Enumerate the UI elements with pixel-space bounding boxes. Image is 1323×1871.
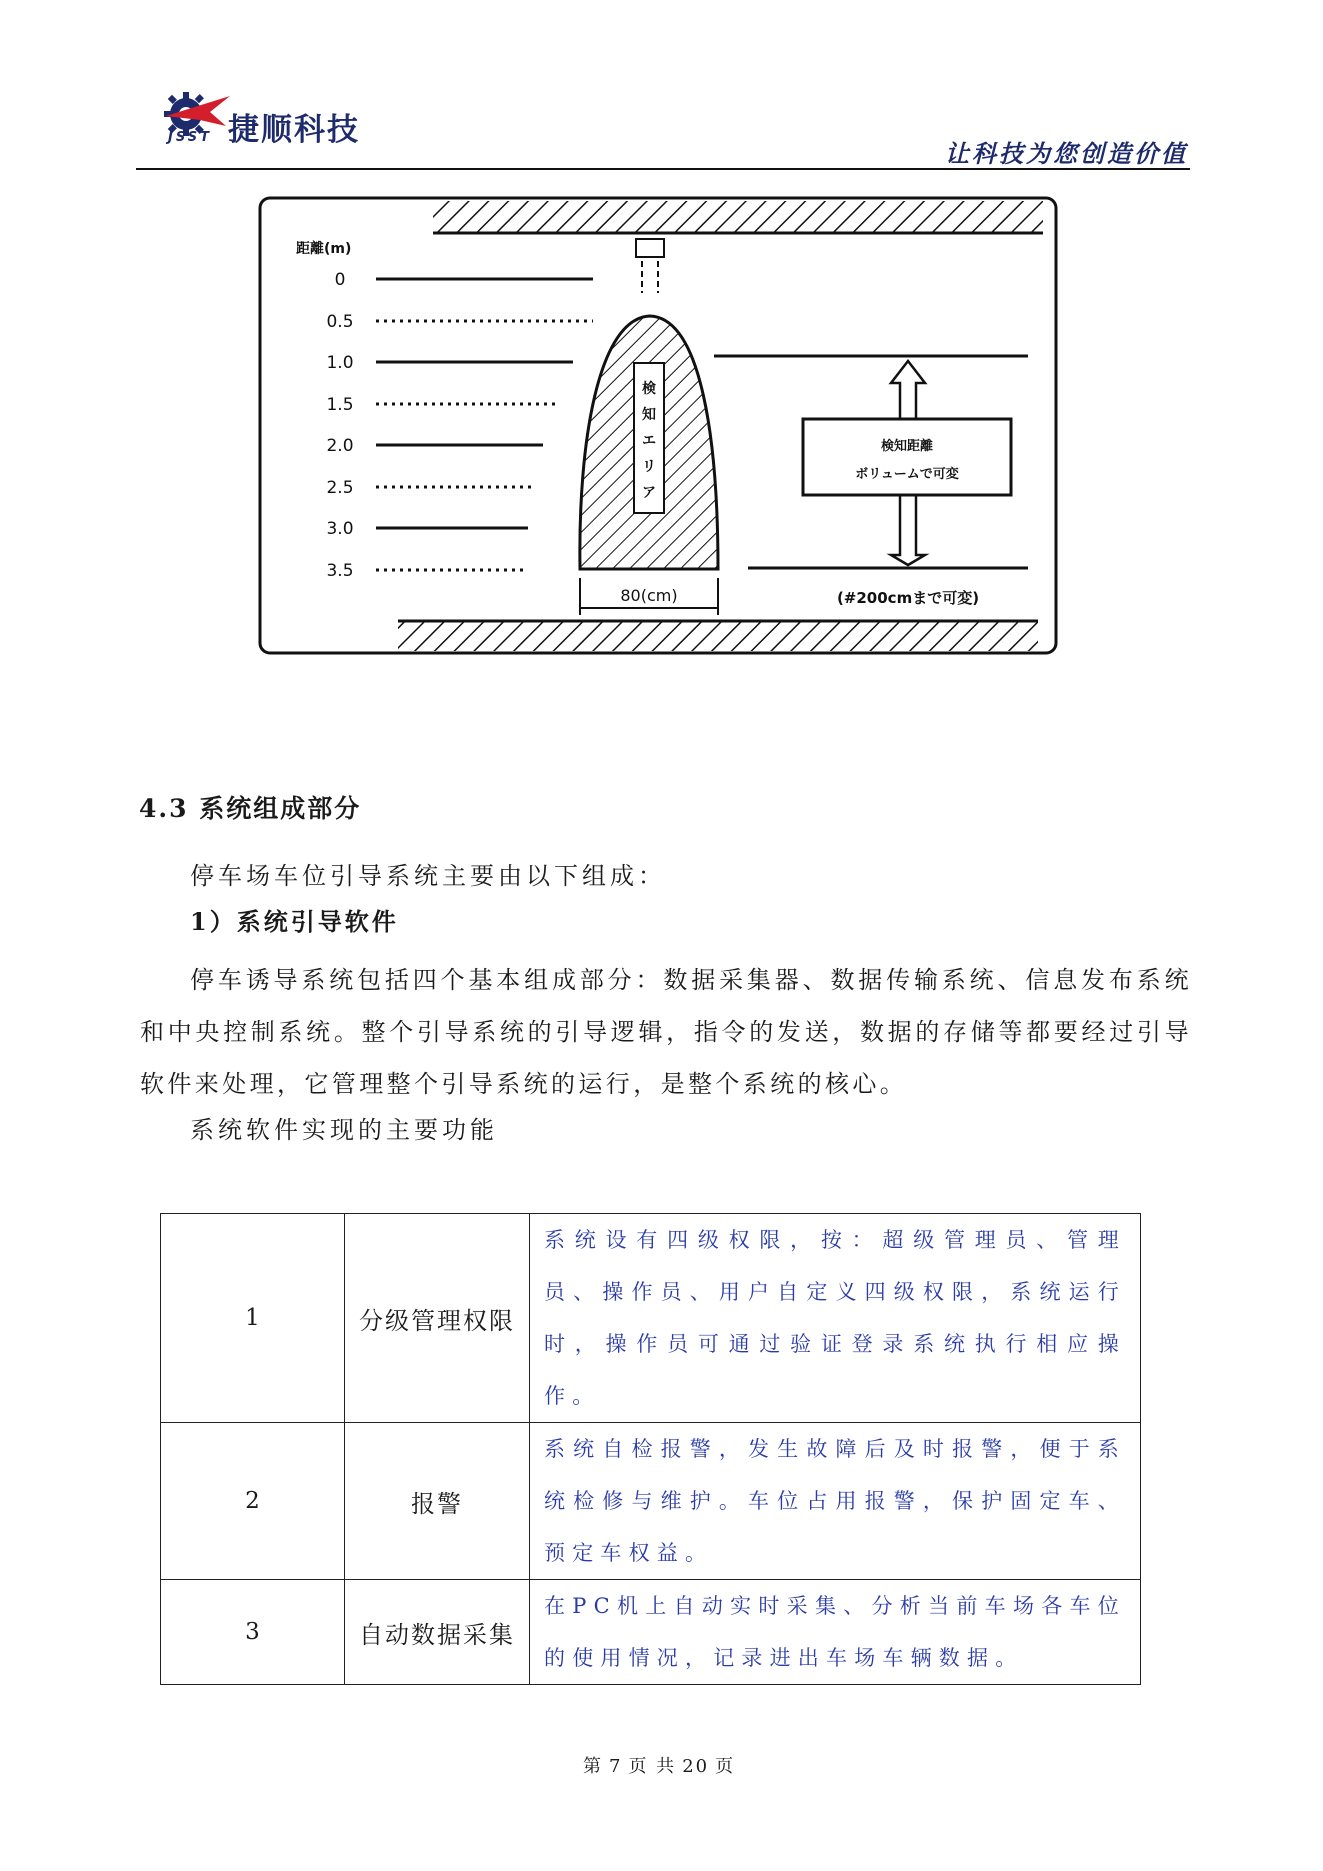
page-number: 7 — [609, 1756, 623, 1777]
tick-label: 0 — [334, 270, 346, 290]
page-mid: 页 共 — [628, 1756, 677, 1777]
header-slogan: 让科技为您创造价值 — [945, 139, 1188, 168]
function-description: 系统自检报警，发生故障后及时报警，便于系统检修与维护。车位占用报警，保护固定车、预定车权益。 — [530, 1423, 1141, 1580]
cone-label-char: エ — [642, 433, 656, 449]
functions-heading: 系统软件实现的主要功能 — [190, 1116, 498, 1144]
page-footer — [580, 1752, 738, 1778]
cone-label-char: ア — [642, 485, 656, 501]
intro-paragraph: 停车场车位引导系统主要由以下组成： — [190, 862, 666, 890]
function-description: 系统设有四级权限，按：超级管理员、管理员、操作员、用户自定义四级权限，系统运行时，操作员可通过验证登录系统执行相应操作。 — [530, 1214, 1141, 1423]
company-name: 捷顺科技 — [228, 112, 360, 148]
tick-label: 0.5 — [326, 312, 354, 332]
ceiling-hatch — [433, 201, 1043, 233]
header-divider — [136, 168, 1190, 170]
row-number: 1 — [161, 1214, 345, 1423]
range-box-title: 検知距離 — [880, 439, 934, 454]
sensor-detection-diagram — [258, 193, 1058, 663]
functions-table — [160, 1213, 1141, 1685]
sub-heading: 1）系统引导软件 — [190, 907, 399, 936]
range-box — [803, 419, 1011, 495]
range-box-subtitle: ボリュームで可変 — [855, 467, 959, 482]
row-number: 2 — [161, 1423, 345, 1580]
tick-label: 3.5 — [326, 561, 354, 581]
body-paragraph: 停车诱导系统包括四个基本组成部分：数据采集器、数据传输系统、信息发布系统和中央控制系统。整个引导系统的引导逻辑，指令的发送，数据的存储等都要经过引导软件来处理，它管理整个引导系统的运行，是整个系统的核心。 — [140, 966, 1192, 1098]
distance-axis-label: 距離(m) — [296, 241, 352, 257]
cone-label-char: 知 — [642, 407, 656, 423]
function-name: 自动数据采集 — [345, 1580, 530, 1685]
tick-label: 2.0 — [326, 436, 354, 456]
page-total: 20 — [682, 1756, 710, 1777]
page-suffix: 页 — [715, 1756, 736, 1777]
cone-label-char: リ — [642, 459, 656, 475]
section-heading: 4.3 系统组成部分 — [139, 794, 362, 823]
row-number: 3 — [161, 1580, 345, 1685]
floor-hatch — [398, 621, 1038, 651]
range-note: (#200cmまで可変) — [836, 589, 980, 607]
company-abbr: JSST — [168, 130, 212, 145]
cone-label-char: 検 — [642, 381, 656, 397]
tick-label: 1.0 — [326, 353, 354, 373]
function-name: 报警 — [345, 1423, 530, 1580]
function-name: 分级管理权限 — [345, 1214, 530, 1423]
table-row — [161, 1580, 1141, 1685]
table-row — [161, 1214, 1141, 1423]
width-label: 80(cm) — [620, 586, 678, 605]
tick-label: 3.0 — [326, 519, 354, 539]
tick-label: 2.5 — [326, 478, 354, 498]
sensor-icon — [636, 239, 664, 257]
function-description: 在PC机上自动实时采集、分析当前车场各车位的使用情况，记录进出车场车辆数据。 — [530, 1580, 1141, 1685]
tick-label: 1.5 — [326, 395, 354, 415]
page-prefix: 第 — [583, 1756, 603, 1777]
table-row — [161, 1423, 1141, 1580]
